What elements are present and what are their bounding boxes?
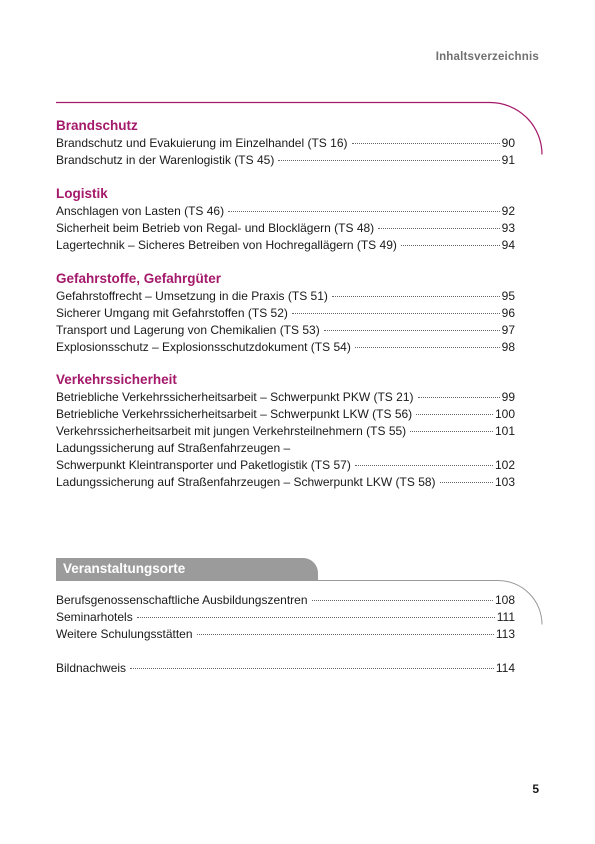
leader-dots — [130, 667, 494, 669]
entry-page: 96 — [501, 306, 515, 320]
entry-title: Seminarhotels — [56, 610, 133, 624]
leader-dots — [418, 396, 500, 398]
toc-entry[interactable] — [56, 609, 515, 626]
section-brandschutz — [56, 117, 515, 169]
leader-dots — [137, 616, 495, 618]
toc-entry[interactable] — [56, 457, 515, 474]
entry-title: Betriebliche Verkehrssicherheitsarbeit – Schwerpunkt LKW (TS 56) — [56, 407, 413, 421]
entry-title: Verkehrssicherheitsarbeit mit jungen Verkehrsteilnehmern (TS 55) — [56, 424, 407, 438]
leader-dots — [197, 633, 494, 635]
entry-title: Gefahrstoffrecht – Umsetzung in die Praxis (TS 51) — [56, 289, 328, 303]
entry-title: Weitere Schulungsstätten — [56, 627, 193, 641]
page-number: 5 — [532, 782, 539, 796]
entry-title: Schwerpunkt Kleintransporter und Paketlogistik (TS 57) — [56, 458, 351, 472]
entry-page: 97 — [501, 323, 515, 337]
section-title: Brandschutz — [56, 118, 138, 133]
running-header: Inhaltsverzeichnis — [435, 51, 539, 63]
section-credits — [56, 660, 515, 677]
leader-dots — [355, 346, 500, 348]
leader-dots — [440, 481, 493, 483]
toc-entry[interactable] — [56, 423, 515, 440]
entry-title: Sicherer Umgang mit Gefahrstoffen (TS 52) — [56, 306, 288, 320]
toc-entry[interactable] — [56, 474, 515, 491]
entry-page: 100 — [494, 407, 515, 421]
entry-page: 95 — [501, 289, 515, 303]
toc-entry[interactable] — [56, 135, 515, 152]
entry-title: Berufsgenossenschaftliche Ausbildungszentren — [56, 593, 308, 607]
section-title: Gefahrstoffe, Gefahrgüter — [56, 271, 222, 286]
toc-entry[interactable] — [56, 152, 515, 169]
entry-title: Lagertechnik – Sicheres Betreiben von Hochregallägern (TS 49) — [56, 238, 397, 252]
entry-page: 103 — [494, 475, 515, 489]
toc-entry[interactable] — [56, 660, 515, 677]
entry-page: 91 — [501, 153, 515, 167]
entry-title: Ladungssicherung auf Straßenfahrzeugen – — [56, 441, 291, 455]
leader-dots — [352, 142, 500, 144]
section-logistik — [56, 185, 515, 254]
toc-entry[interactable] — [56, 237, 515, 254]
toc-entry[interactable] — [56, 626, 515, 643]
entry-page: 93 — [501, 221, 515, 235]
leader-dots — [312, 599, 493, 601]
section-verkehrssicherheit — [56, 371, 515, 491]
entry-title: Bildnachweis — [56, 661, 127, 675]
section-title: Verkehrssicherheit — [56, 372, 177, 387]
entry-page: 92 — [501, 204, 515, 218]
section-venues — [56, 592, 515, 643]
entry-page: 111 — [496, 610, 515, 624]
entry-page: 90 — [501, 136, 515, 150]
toc-entry[interactable] — [56, 592, 515, 609]
leader-dots — [410, 430, 493, 432]
toc-entry[interactable] — [56, 203, 515, 220]
leader-dots — [278, 159, 499, 161]
venues-banner-label: Veranstaltungsorte — [63, 561, 186, 576]
section-title: Logistik — [56, 186, 108, 201]
leader-dots — [228, 210, 500, 212]
toc-entry[interactable] — [56, 389, 515, 406]
leader-dots — [401, 244, 500, 246]
entry-title: Ladungssicherung auf Straßenfahrzeugen – Schwerpunkt LKW (TS 58) — [56, 475, 436, 489]
toc-entry[interactable] — [56, 305, 515, 322]
leader-dots — [324, 329, 500, 331]
entry-page: 98 — [501, 340, 515, 354]
toc-entry[interactable] — [56, 322, 515, 339]
leader-dots — [355, 464, 493, 466]
entry-page: 108 — [494, 593, 515, 607]
entry-title: Anschlagen von Lasten (TS 46) — [56, 204, 225, 218]
leader-dots — [378, 227, 499, 229]
entry-title: Brandschutz in der Warenlogistik (TS 45) — [56, 153, 275, 167]
toc-entry[interactable] — [56, 406, 515, 423]
entry-page: 113 — [495, 627, 515, 641]
toc-entry[interactable] — [56, 339, 515, 356]
toc-entry-continued[interactable] — [56, 440, 515, 457]
leader-dots — [416, 413, 493, 415]
leader-dots — [332, 295, 500, 297]
entry-page: 99 — [501, 390, 515, 404]
entry-title: Transport und Lagerung von Chemikalien (TS 53) — [56, 323, 320, 337]
entry-title: Explosionsschutz – Explosionsschutzdokument (TS 54) — [56, 340, 351, 354]
leader-dots — [292, 312, 500, 314]
entry-page: 101 — [494, 424, 515, 438]
entry-title: Sicherheit beim Betrieb von Regal- und Blocklägern (TS 48) — [56, 221, 375, 235]
entry-page: 94 — [501, 238, 515, 252]
entry-title: Betriebliche Verkehrssicherheitsarbeit – Schwerpunkt PKW (TS 21) — [56, 390, 414, 404]
entry-page: 102 — [494, 458, 515, 472]
entry-title: Brandschutz und Evakuierung im Einzelhandel (TS 16) — [56, 136, 348, 150]
section-gefahrstoffe — [56, 270, 515, 356]
entry-page: 114 — [495, 661, 515, 675]
toc-entry[interactable] — [56, 220, 515, 237]
toc-entry[interactable] — [56, 288, 515, 305]
